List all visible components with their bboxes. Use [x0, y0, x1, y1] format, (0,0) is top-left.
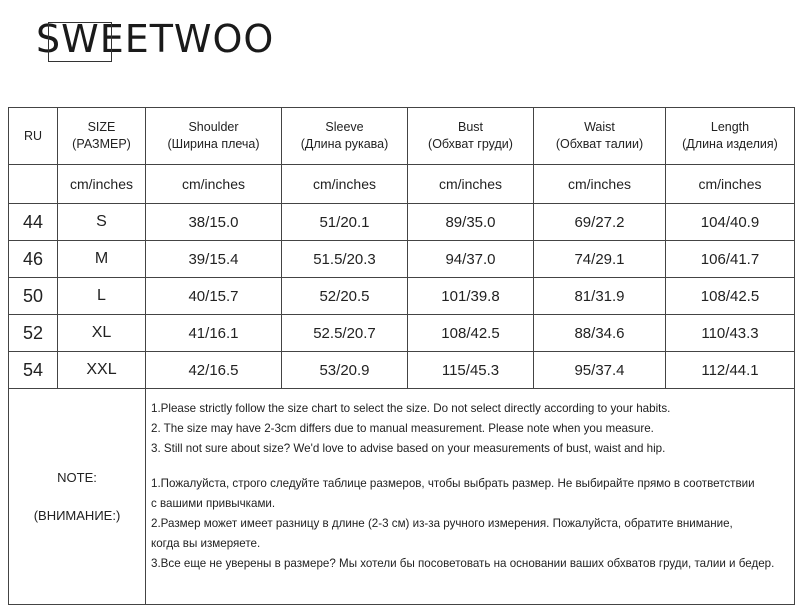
unit-cell [9, 165, 58, 204]
size-cell: M [58, 241, 146, 278]
shoulder-cell: 42/16.5 [146, 352, 282, 389]
note-line-ru-1b: с вашими привычками. [151, 497, 276, 510]
bust-cell: 101/39.8 [408, 278, 534, 315]
note-line-en-1: 1.Please strictly follow the size chart to select the size. Do not select directly according to your habits. [151, 402, 671, 415]
table-row [9, 315, 795, 352]
waist-cell: 69/27.2 [534, 204, 666, 241]
note-line-ru-2b: когда вы измеряете. [151, 537, 261, 550]
size-cell: XXL [58, 352, 146, 389]
shoulder-cell: 39/15.4 [146, 241, 282, 278]
col-header-waist: Waist (Обхват талии) [534, 108, 666, 165]
ru-size-cell: 44 [9, 204, 58, 241]
size-cell: XL [58, 315, 146, 352]
unit-cell: cm/inches [282, 165, 408, 204]
note-row [9, 389, 795, 605]
col-header-size: SIZE (РАЗМЕР) [58, 108, 146, 165]
note-label-ru: (ВНИМАНИЕ:) [33, 507, 121, 523]
length-cell: 104/40.9 [666, 204, 795, 241]
waist-cell: 95/37.4 [534, 352, 666, 389]
table-row [9, 241, 795, 278]
col-header-shoulder: Shoulder (Ширина плеча) [146, 108, 282, 165]
table-row [9, 352, 795, 389]
shoulder-cell: 41/16.1 [146, 315, 282, 352]
sleeve-cell: 51.5/20.3 [282, 241, 408, 278]
unit-cell: cm/inches [58, 165, 146, 204]
note-label-en: NOTE: [57, 469, 97, 485]
header-row [9, 108, 795, 165]
unit-cell: cm/inches [534, 165, 666, 204]
length-cell: 106/41.7 [666, 241, 795, 278]
table-row [9, 278, 795, 315]
bust-cell: 89/35.0 [408, 204, 534, 241]
length-cell: 112/44.1 [666, 352, 795, 389]
note-label [9, 389, 146, 605]
shoulder-cell: 38/15.0 [146, 204, 282, 241]
sleeve-cell: 51/20.1 [282, 204, 408, 241]
ru-size-cell: 54 [9, 352, 58, 389]
logo-frame [48, 22, 112, 62]
ru-size-cell: 46 [9, 241, 58, 278]
col-header-ru: RU [9, 108, 58, 165]
waist-cell: 88/34.6 [534, 315, 666, 352]
ru-size-cell: 52 [9, 315, 58, 352]
ru-size-cell: 50 [9, 278, 58, 315]
unit-cell: cm/inches [146, 165, 282, 204]
note-line-ru-2: 2.Размер может имеет разницу в длине (2-3 см) из-за ручного измерения. Пожалуйста, обратите внимание, [151, 517, 733, 530]
note-line-en-3: 3. Still not sure about size? We'd love to advise based on your measurements of bust, waist and hip. [151, 442, 666, 455]
bust-cell: 108/42.5 [408, 315, 534, 352]
waist-cell: 74/29.1 [534, 241, 666, 278]
unit-cell: cm/inches [408, 165, 534, 204]
shoulder-cell: 40/15.7 [146, 278, 282, 315]
waist-cell: 81/31.9 [534, 278, 666, 315]
size-chart-table [8, 107, 795, 605]
length-cell: 108/42.5 [666, 278, 795, 315]
bust-cell: 115/45.3 [408, 352, 534, 389]
units-row [9, 165, 795, 204]
col-header-bust: Bust (Обхват груди) [408, 108, 534, 165]
col-header-length: Length (Длина изделия) [666, 108, 795, 165]
note-text [146, 389, 795, 605]
sleeve-cell: 53/20.9 [282, 352, 408, 389]
brand-logo: SWEETWOO [36, 17, 275, 61]
note-line-en-2: 2. The size may have 2-3cm differs due to manual measurement. Please note when you measure. [151, 422, 654, 435]
col-header-sleeve: Sleeve (Длина рукава) [282, 108, 408, 165]
unit-cell: cm/inches [666, 165, 795, 204]
bust-cell: 94/37.0 [408, 241, 534, 278]
table-row [9, 204, 795, 241]
size-cell: L [58, 278, 146, 315]
sleeve-cell: 52.5/20.7 [282, 315, 408, 352]
length-cell: 110/43.3 [666, 315, 795, 352]
sleeve-cell: 52/20.5 [282, 278, 408, 315]
note-line-ru-3: 3.Все еще не уверены в размере? Мы хотели бы посоветовать на основании ваших обхватов груди, талии и бедер. [151, 557, 775, 570]
size-cell: S [58, 204, 146, 241]
note-line-ru-1: 1.Пожалуйста, строго следуйте таблице размеров, чтобы выбрать размер. Не выбирайте прямо в соответствии [151, 477, 755, 490]
